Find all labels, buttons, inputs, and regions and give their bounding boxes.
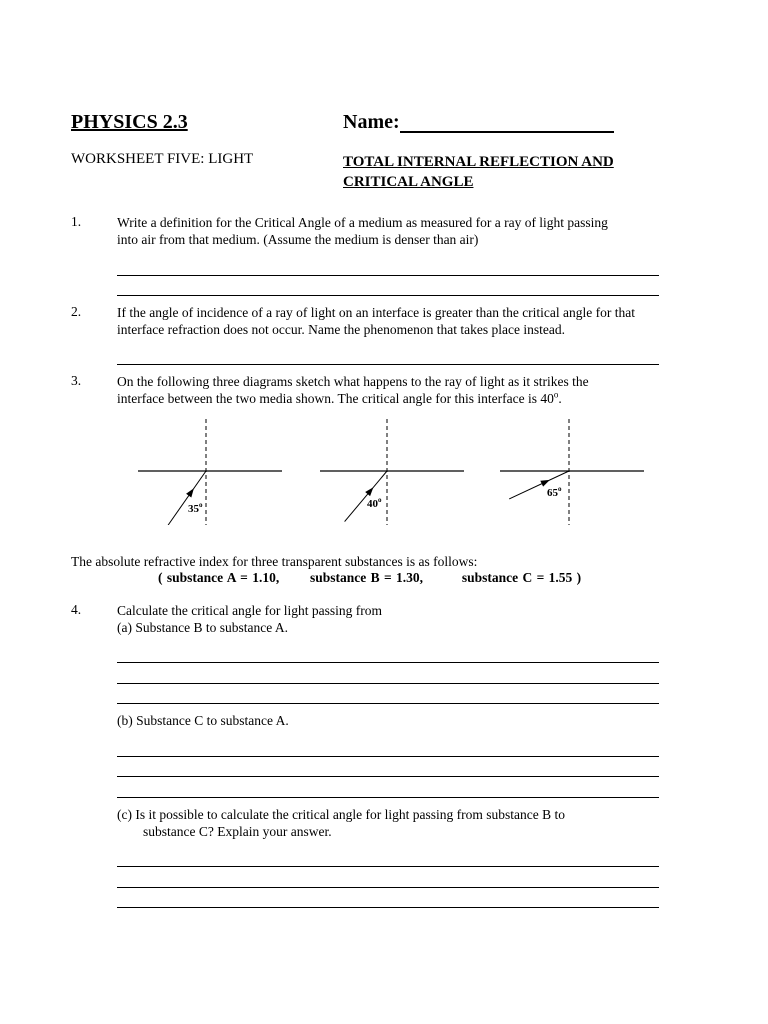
question-3-line-1: On the following three diagrams sketch what happens to the ray of light as it strikes the	[117, 374, 589, 389]
angle-label: 35$^o$	[188, 501, 203, 515]
answer-line[interactable]	[117, 275, 659, 276]
refractive-values	[158, 570, 581, 586]
name-answer-line[interactable]	[400, 131, 614, 133]
answer-line[interactable]	[117, 662, 659, 663]
degree-mark: o	[553, 389, 559, 400]
angle-label: 65$^o$	[547, 485, 562, 499]
answer-line[interactable]	[117, 364, 659, 365]
refractive-intro: The absolute refractive index for three transparent substances is as follows:	[71, 554, 478, 569]
answer-line[interactable]	[117, 295, 659, 296]
answer-line[interactable]	[117, 866, 659, 867]
course-title: PHYSICS 2.3	[71, 111, 188, 133]
answer-line[interactable]	[117, 797, 659, 798]
substance-a-value: ( substance A = 1.10,	[158, 570, 280, 585]
substance-c-value: substance C = 1.55 )	[461, 570, 582, 585]
arrowhead-icon	[186, 488, 194, 497]
incident-ray	[168, 471, 206, 525]
question-2-line-2: interface refraction does not occur. Name the phenomenon that takes place instead.	[117, 322, 565, 337]
answer-line[interactable]	[117, 703, 659, 704]
angle-label: 40$^o$	[367, 496, 382, 510]
answer-line[interactable]	[117, 907, 659, 908]
question-3-text	[117, 373, 717, 407]
question-2-number: 2.	[71, 304, 82, 319]
question-4b-text: (b) Substance C to substance A.	[117, 713, 289, 728]
question-1-number: 1.	[71, 214, 82, 229]
topic-line-2: CRITICAL ANGLE	[343, 174, 474, 190]
answer-line[interactable]	[117, 887, 659, 888]
diagram-3	[500, 419, 644, 525]
question-4c-line-1: (c) Is it possible to calculate the critical angle for light passing from substance B to	[117, 807, 565, 822]
question-3-number: 3.	[71, 373, 82, 388]
substance-b-value: substance B = 1.30,	[309, 570, 424, 585]
question-2-text	[117, 304, 747, 338]
answer-line[interactable]	[117, 683, 659, 684]
question-4-number: 4.	[71, 602, 82, 617]
diagram-1	[138, 419, 282, 525]
answer-line[interactable]	[117, 776, 659, 777]
question-4-text	[117, 602, 382, 636]
interface-diagrams	[130, 415, 670, 525]
question-4c-line-2: substance C? Explain your answer.	[143, 824, 332, 839]
question-1-line-1: Write a definition for the Critical Angle of a medium as measured for a ray of light passing	[117, 215, 608, 230]
question-4a-text: (a) Substance B to substance A.	[117, 620, 288, 635]
name-label: Name:	[343, 111, 400, 133]
arrowhead-icon	[540, 480, 550, 487]
question-1-line-2: into air from that medium. (Assume the medium is denser than air)	[117, 232, 479, 247]
question-2-line-1: If the angle of incidence of a ray of light on an interface is greater than the critical angle for that	[117, 305, 636, 320]
question-1-text	[117, 214, 717, 248]
question-3-line-2: interface between the two media shown. The critical angle for this interface is 40$^o$.	[117, 389, 562, 406]
answer-line[interactable]	[117, 756, 659, 757]
arrowhead-icon	[365, 487, 373, 496]
question-4-line-1: Calculate the critical angle for light passing from	[117, 603, 383, 618]
question-4c-text	[117, 806, 717, 840]
topic-title	[343, 152, 614, 192]
topic-line-1: TOTAL INTERNAL REFLECTION AND	[343, 154, 614, 170]
worksheet-title: WORKSHEET FIVE: LIGHT	[71, 151, 254, 167]
diagram-2	[320, 419, 464, 525]
